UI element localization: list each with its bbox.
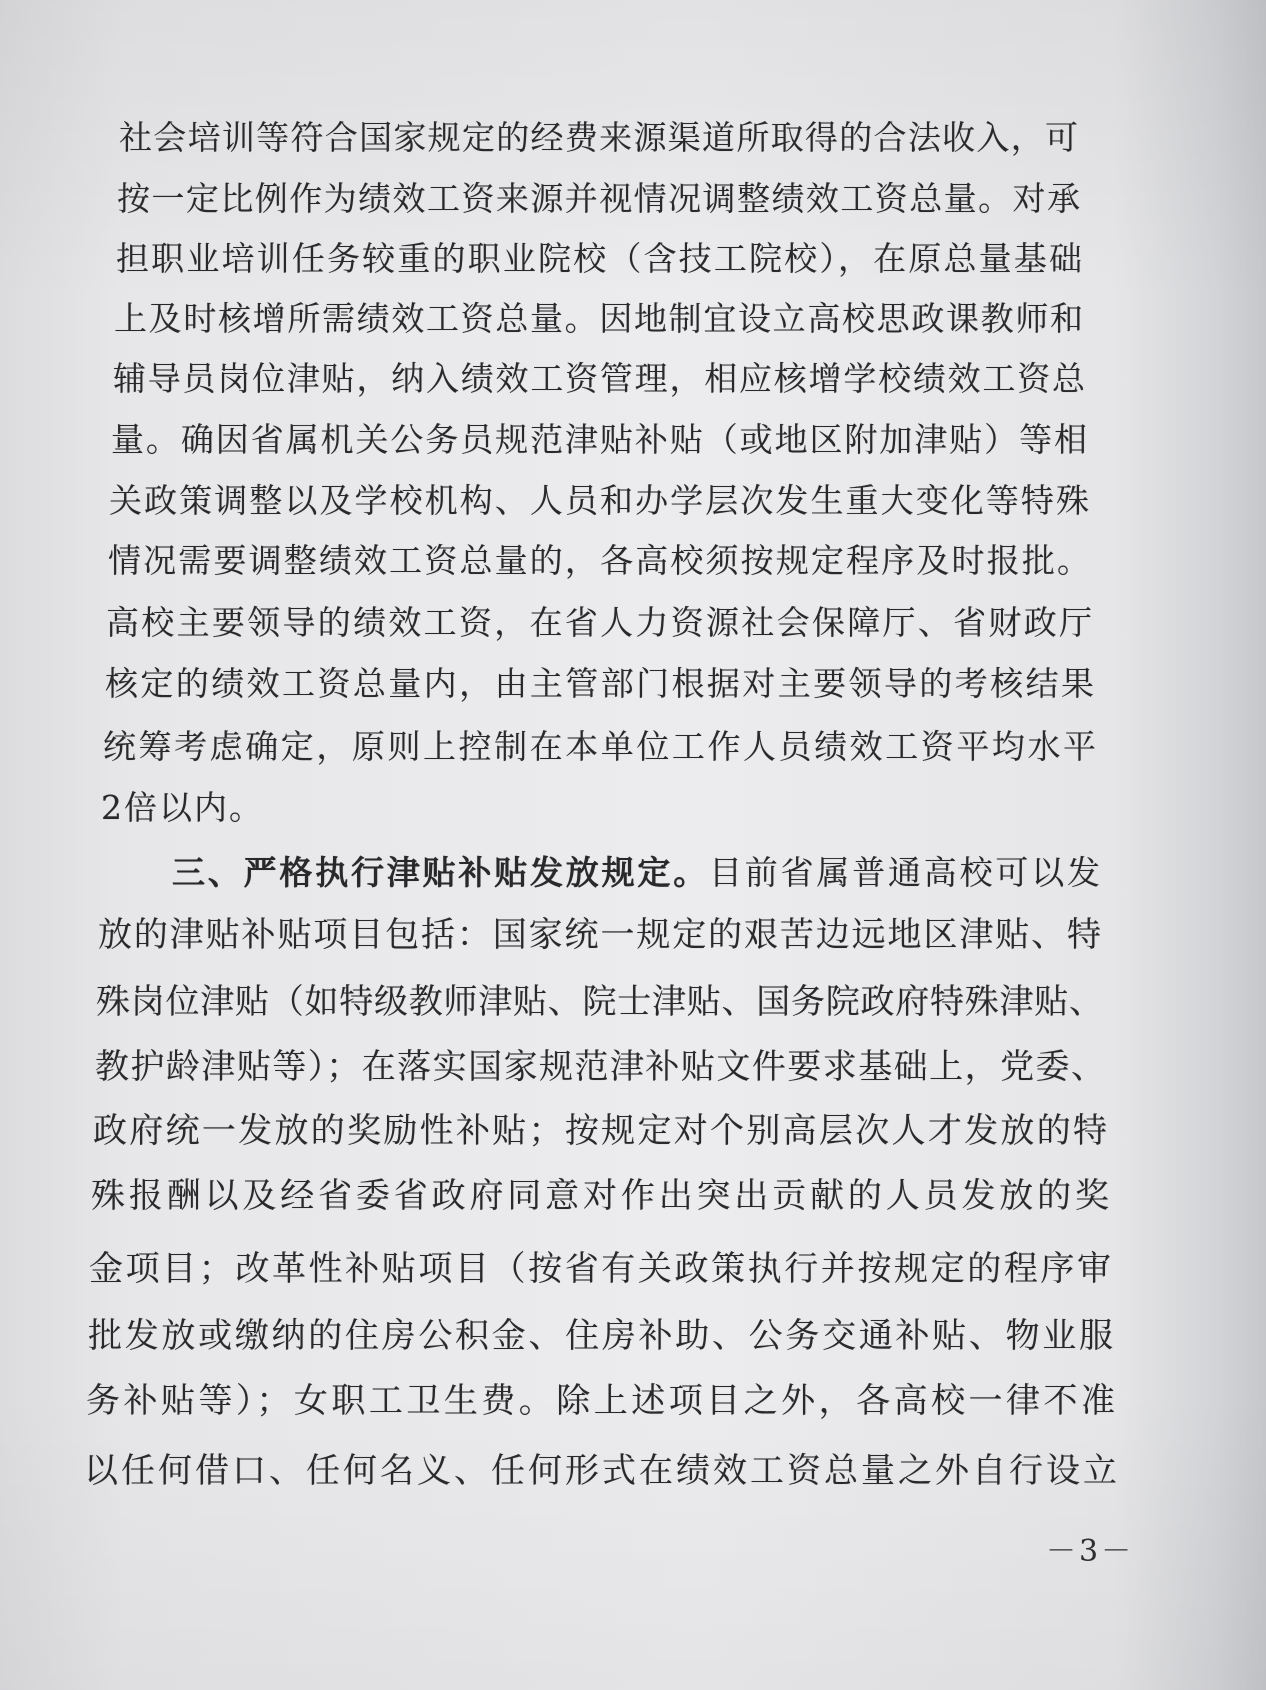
text-line-content: 殊报酬以及经省委省政府同意对作出突出贡献的人员发放的奖 [91, 1176, 1113, 1216]
text-line [96, 980, 1103, 1024]
text-line-content: 社会培训等符合国家规定的经费来源渠道所取得的合法收入，可 [119, 118, 1080, 157]
text-line-content [172, 853, 1103, 892]
text-line [95, 1045, 1105, 1089]
text-line [117, 177, 1080, 221]
text-line-content: 政府统一发放的奖励性补贴；按规定对个别高层次人才发放的特 [93, 1111, 1110, 1151]
text-line-content: 上及时核增所需绩效工资总量。因地制宜设立高校思政课教师和 [114, 299, 1085, 338]
text-line-content: 关政策调整以及学校机构、人员和办学层次发生重大变化等特殊 [109, 481, 1092, 520]
text-line [84, 1449, 1120, 1493]
text-line-content: 以任何借口、任何名义、任何形式在绩效工资总量之外自行设立 [84, 1451, 1120, 1491]
text-line [119, 116, 1078, 160]
text-line-content: 务补贴等）；女职工卫生费。除上述项目之外，各高校一律不准 [86, 1381, 1119, 1421]
text-line [105, 662, 1097, 706]
text-line-first [172, 851, 1103, 895]
text-line [86, 1379, 1119, 1423]
page-number: －3－ [1046, 1534, 1135, 1569]
text-line [88, 1314, 1116, 1358]
text-line [108, 539, 1093, 583]
text-line [114, 297, 1083, 341]
text-line-content: 统筹考虑确定，原则上控制在本单位工作人员绩效工资平均水平 [103, 727, 1099, 766]
text-line-content: 量。确因省属机关公务员规范津贴补贴（或地区附加津贴）等相 [111, 420, 1089, 459]
text-line-content: 高校主要领导的绩效工资，在省人力资源社会保障厅、省财政厅 [106, 603, 1095, 642]
text-line [98, 913, 1101, 957]
text-line-content: 金项目；改革性补贴项目（按省有关政策执行并按规定的程序审 [89, 1249, 1114, 1289]
text-line [103, 725, 1099, 769]
text-line [113, 357, 1085, 401]
text-line-content: 辅导员岗位津贴，纳入绩效工资管理，相应核增学校绩效工资总 [113, 359, 1087, 398]
text-line-content: 2倍以内。 [101, 788, 264, 827]
text-line [106, 601, 1095, 645]
text-line [91, 1174, 1113, 1218]
text-line-rest: 目前省属普通高校可以发 [709, 853, 1103, 892]
text-line [109, 479, 1092, 523]
text-line-content: 担职业培训任务较重的职业院校（含技工院校），在原总量基础 [116, 239, 1085, 278]
text-line [116, 237, 1085, 281]
section-heading: 三、严格执行津贴补贴发放规定。 [172, 853, 709, 892]
text-line-content: 批发放或缴纳的住房公积金、住房补助、公务交通补贴、物业服 [88, 1316, 1116, 1356]
text-line [89, 1247, 1114, 1291]
text-line-last [101, 786, 264, 830]
text-line-content: 放的津贴补贴项目包括：国家统一规定的艰苦边远地区津贴、特 [98, 915, 1103, 955]
text-line-content: 按一定比例作为绩效工资来源并视情况调整绩效工资总量。对承 [117, 179, 1082, 218]
text-line [93, 1109, 1110, 1153]
text-line [111, 418, 1087, 462]
text-line-content: 核定的绩效工资总量内，由主管部门根据对主要领导的考核结果 [105, 664, 1097, 703]
text-line-content: 情况需要调整绩效工资总量的，各高校须按规定程序及时报批。 [108, 541, 1093, 580]
text-line-content: 教护龄津贴等）；在落实国家规范津补贴文件要求基础上，党委、 [95, 1047, 1107, 1087]
text-line-content: 殊岗位津贴（如特级教师津贴、院士津贴、国务院政府特殊津贴、 [96, 982, 1104, 1022]
